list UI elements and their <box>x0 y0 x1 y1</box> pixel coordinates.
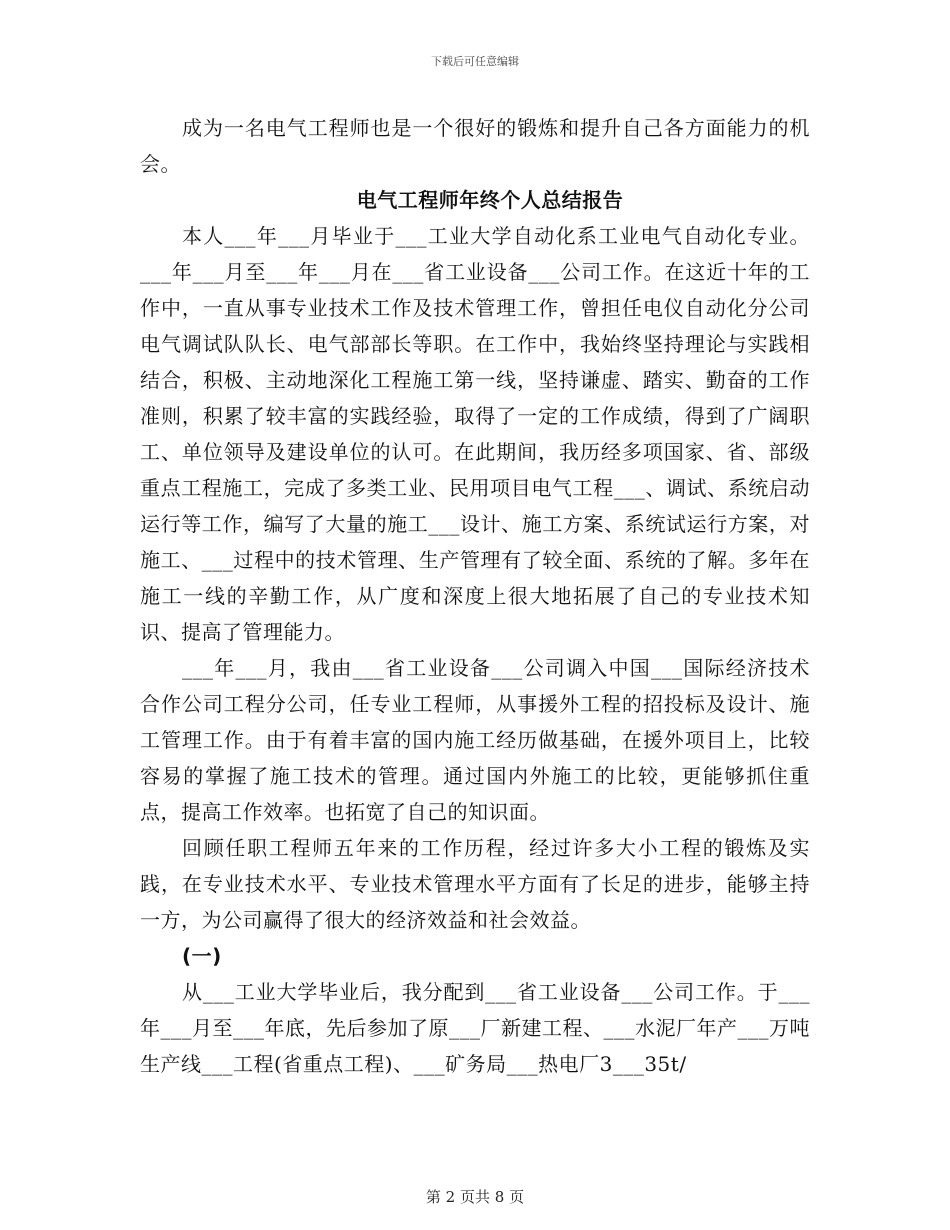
page-header-note: 下载后可任意编辑 <box>431 55 519 68</box>
section-subheading: (一) <box>182 944 222 968</box>
document-title: 电气工程师年终个人总结报告 <box>356 188 624 212</box>
paragraph-3: 回顾任职工程师五年来的工作历程，经过许多大小工程的锻炼及实践，在专业技术水平、专业技术管理水平方面有了长足的进步，能够主持一方，为公司赢得了很大的经济效益和社会效益。 <box>140 836 810 932</box>
paragraph-1: 本人___年___月毕业于___工业大学自动化系工业电气自动化专业。___年___月至___年___月在___省工业设备___公司工作。在这近十年的工作中，一直从事专业技术工作及技术管理工作，曾担任电仪自动化分公司电气调试队队长、电气部部长等职。在工作中，我始终坚持理论与实践相结合，积极、主动地深化工程施工第一线，坚持谦虚、踏实、勤奋的工作准则，积累了较丰富的实践经验，取得了一定的工作成绩，得到了广阔职工、单位领导及建设单位的认可。在此期间，我历经多项国家、省、部级重点工程施工，完成了多类工业、民用项目电气工程___、调试、系统启动运行等工作，编写了大量的施工___设计、施工方案、系统试运行方案，对施工、___过程中的技术管理、生产管理有了较全面、系统的了解。多年在施工一线的辛勤工作，从广度和深度上很大地拓展了自己的专业技术知识、提高了管理能力。 <box>140 224 810 644</box>
paragraph-2: ___年___月，我由___省工业设备___公司调入中国___国际经济技术合作公司工程分公司，任专业工程师，从事援外工程的招投标及设计、施工管理工作。由于有着丰富的国内施工经历做基础，在援外项目上，比较容易的掌握了施工技术的管理。通过国内外施工的比较，更能够抓住重点，提高工作效率。也拓宽了自己的知识面。 <box>140 656 810 824</box>
intro-paragraph: 成为一名电气工程师也是一个很好的锻炼和提升自己各方面能力的机会。 <box>140 116 810 176</box>
paragraph-4: 从___工业大学毕业后，我分配到___省工业设备___公司工作。于___年___月至___年底，先后参加了原___厂新建工程、___水泥厂年产___万吨生产线___工程(省重点工程)、___矿务局___热电厂3___35t/ <box>140 980 810 1076</box>
document-body <box>140 110 810 1082</box>
page-number-footer: 第 2 页共 8 页 <box>425 1188 525 1206</box>
